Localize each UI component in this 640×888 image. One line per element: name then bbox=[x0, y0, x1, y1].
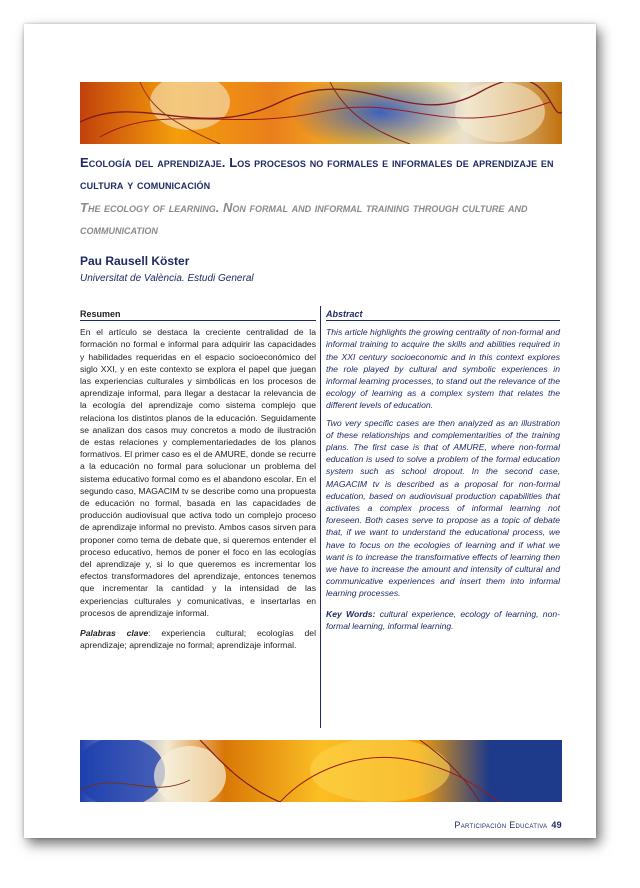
abstract-column bbox=[326, 308, 560, 637]
journal-name: Participación Educativa bbox=[454, 820, 548, 830]
abstract-keywords-text: cultural experience, ecology of learning, non-formal learning, informal learning. bbox=[326, 608, 560, 631]
resumen-keywords-label: Palabras clave bbox=[80, 628, 149, 639]
page-number: 49 bbox=[551, 820, 562, 830]
abstract-paragraph-1: This article highlights the growing centrality of non-formal and informal training to acquire the skills and abilities required in the XXI century socioeconomic and in this context explores the role played by cultural and symbolic experiences in informal learning processes, to stand out the relevance of the ecology of learning as a complex system that relates the different levels of education. bbox=[326, 327, 560, 411]
abstract-keywords bbox=[326, 608, 560, 632]
resumen-keywords-text: : experiencia cultural; ecologías del aprendizaje; aprendizaje no formal; aprendizaje informal. bbox=[80, 628, 316, 651]
abstract-heading: Abstract bbox=[326, 309, 363, 319]
journal-page bbox=[24, 24, 596, 838]
abstract-paragraph-2: Two very specific cases are then analyzed as an illustration of these relationships and complementarities of the training plans. The first case is that of AMURE, where non-formal education is used to solve a problem of the formal education system such as school dropout. In the second case, MAGACIM tv is described as a proposal for non-formal education, based on audiovisual production capabilities that activates a complex process of informal learning not foreseen. Both cases serve to propose as a topic of debate that, if we want to understand the educational process, we have to focus on the ecologies of learning and if what we want is to increase the transformative effects of learning then we have to increase the amount and intensity of cultural and communicative experiences and insert them into informal learning processes. bbox=[326, 417, 560, 599]
header-jellyfish-image bbox=[80, 82, 562, 144]
resumen-column bbox=[80, 308, 316, 656]
column-divider bbox=[320, 306, 321, 728]
article-title-english: The ecology of learning. Non formal and informal training through culture and communication bbox=[80, 200, 528, 237]
resumen-body: En el artículo se destaca la creciente centralidad de la formación no formal e informal para adquirir las capacidades y habilidades requeridas en el espacio socioeconómico del siglo XXI, y en este contexto se explora el papel que juegan las experiencias culturales y simbólicas en los procesos de aprendizaje informal, para llegar a destacar la relevancia de la ecología del aprendizaje como sistema complejo que relaciona los distintos planos de la educación. Seguidamente se analizan dos casos muy concretos a modo de ilustración de estas relaciones y complementariedades de los planos formativos. El primer caso es el de AMURE, donde se recurre a la educación no formal para solucionar un problema del sistema educativo formal como es el abandono escolar. En el segundo caso, MAGACIM tv se describe como una propuesta de educación no formal, basada en las capacidades de producción audiovisual que activa todo un complejo proceso de aprendizaje informal no previsto. Ambos casos sirven para proponer como tema de debate que, si queremos entender el proceso educativo, hemos de poner el foco en las ecologías del aprendizaje y, si lo que queremos es incrementar los efectos transformadores del aprendizaje, entonces tenemos que incrementar la cantidad y la intensidad de las experiencias culturales y comunicativas, e insertarlas en procesos de aprendizaje informal. bbox=[80, 327, 316, 618]
author-affiliation: Universitat de València. Estudi General bbox=[80, 273, 254, 284]
resumen-keywords bbox=[80, 627, 316, 651]
resumen-heading: Resumen bbox=[80, 309, 121, 319]
footer-jellyfish-image bbox=[80, 740, 562, 802]
article-title-spanish: Ecología del aprendizaje. Los procesos no formales e informales de aprendizaje en cultura y comunicación bbox=[80, 155, 554, 192]
abstract-keywords-label: Key Words: bbox=[326, 608, 376, 619]
page-footer bbox=[454, 820, 562, 830]
author-name: Pau Rausell Köster bbox=[80, 254, 190, 268]
